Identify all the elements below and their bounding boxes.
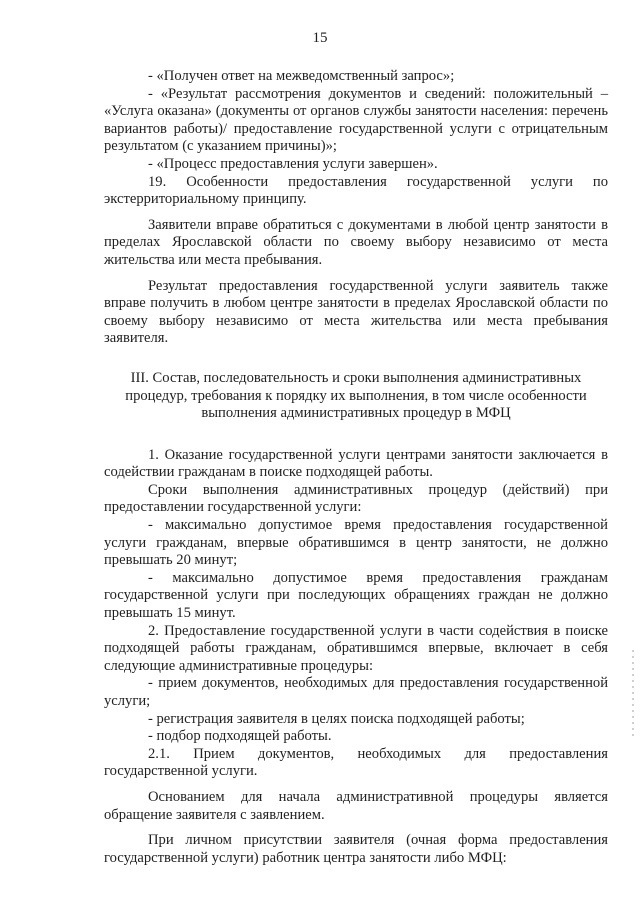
section-heading xyxy=(104,370,608,423)
list-item: - регистрация заявителя в целях поиска подходящей работы; xyxy=(148,710,525,727)
section-heading-line: процедур, требования к порядку их выполнения, в том числе особенности xyxy=(125,387,587,404)
paragraph: - «Результат рассмотрения документов и сведений: положительный – «Услуга оказана» (документы от органов службы занятости населения: перечень вариантов работы)/ предоставление государственной услуги с отрицательным результатом (с указанием причины)»; xyxy=(104,85,608,155)
paragraph: Заявители вправе обратиться с документами в любой центр занятости в пределах Ярославской области по своему выбору независимо от места жительства или места пребывания. xyxy=(104,216,608,268)
paragraph: Результат предоставления государственной услуги заявитель также вправе получить в любом центре занятости в пределах Ярославской области по своему выбору независимо от места жительства или места пребывания заявителя. xyxy=(104,277,608,347)
paragraph: 2. Предоставление государственной услуги в части содействия в поиске подходящей работы гражданам, обратившимся впервые, включает в себя следующие административные процедуры: xyxy=(104,622,608,674)
paragraph: - «Получен ответ на межведомственный запрос»; xyxy=(148,68,455,84)
list-item: - подбор подходящей работы. xyxy=(148,728,332,745)
paragraph: 19. Особенности предоставления государственной услуги по экстерриториальному принципу. xyxy=(104,173,608,208)
list-item: - максимально допустимое время предоставления государственной услуги гражданам, впервые обратившимся в центр занятости, не должно превышать 20 минут; xyxy=(104,517,608,569)
page-number: 15 xyxy=(312,30,328,46)
section-heading-line: III. Состав, последовательность и сроки выполнения административных xyxy=(130,369,582,386)
list-item: - прием документов, необходимых для предоставления государственной услуги; xyxy=(104,675,608,709)
paragraph: Сроки выполнения административных процедур (действий) при предоставлении государственной услуги: xyxy=(104,481,608,516)
list-item: - максимально допустимое время предоставления гражданам государственной услуги при последующих обращениях граждан не должно превышать 15 минут. xyxy=(104,569,608,622)
scan-artifact xyxy=(632,650,634,740)
paragraph: Основанием для начала административной процедуры является обращение заявителя с заявлением. xyxy=(104,788,608,823)
paragraph: - «Процесс предоставления услуги завершен». xyxy=(148,155,438,172)
paragraph: 1. Оказание государственной услуги центрами занятости заключается в содействии гражданам в поиске подходящей работы. xyxy=(104,446,608,481)
paragraph: 2.1. Прием документов, необходимых для предоставления государственной услуги. xyxy=(104,745,608,780)
paragraph: При личном присутствии заявителя (очная форма предоставления государственной услуги) работник центра занятости либо МФЦ: xyxy=(104,832,608,866)
section-heading-line: выполнения административных процедур в МФЦ xyxy=(201,405,511,422)
document-body xyxy=(104,68,608,867)
